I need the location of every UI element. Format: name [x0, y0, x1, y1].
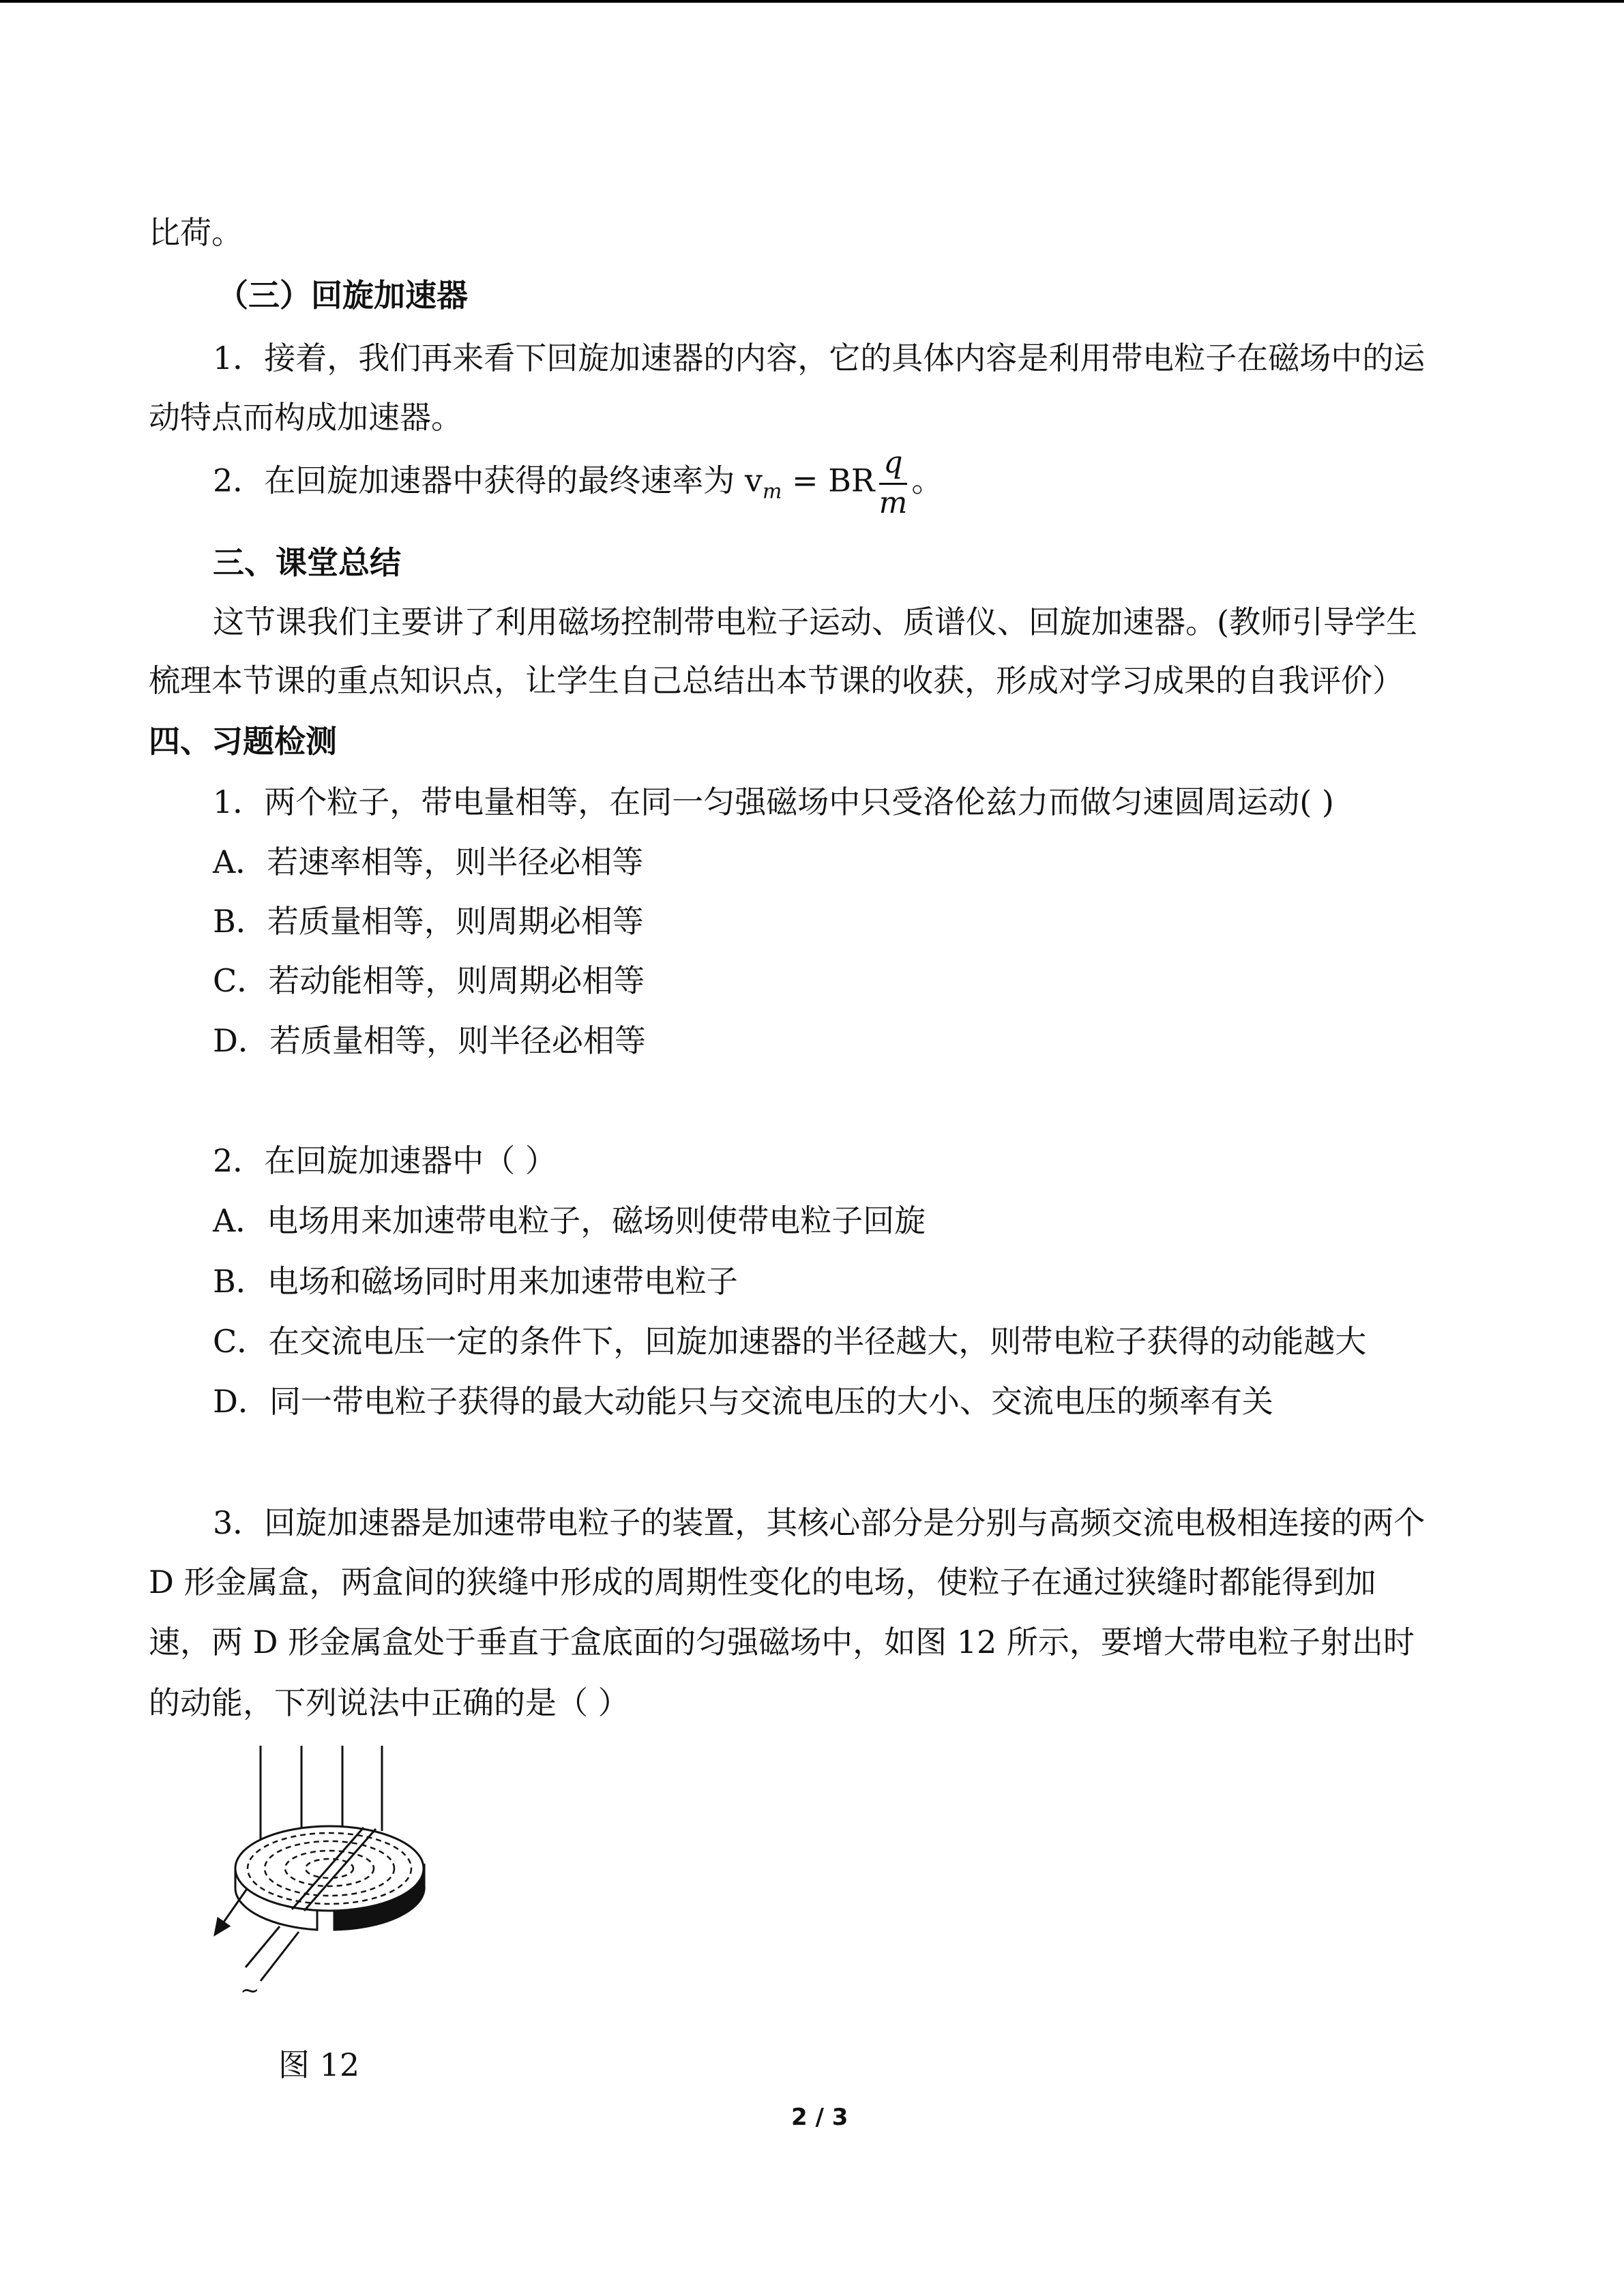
option-b: B．若质量相等，则周期必相等 [213, 903, 644, 940]
text-line: 梳理本节课的重点知识点，让学生自己总结出本节课的收获，形成对学习成果的自我评价） [149, 662, 1404, 699]
page-number: 2 / 3 [791, 2104, 848, 2131]
formula-fraction [879, 447, 908, 519]
question-3-line: 速，两 D 形金属盒处于垂直于盒底面的匀强磁场中，如图 12 所示，要增大带电粒子射出时 [149, 1624, 1415, 1660]
section-heading-cyclotron: （三）回旋加速器 [217, 277, 468, 314]
dee-top [235, 1826, 424, 1911]
question-2: 2．在回旋加速器中（ ） [213, 1142, 557, 1179]
formula-line [213, 447, 943, 519]
option-b: B．电场和磁场同时用来加速带电粒子 [213, 1263, 738, 1300]
option-c: C．若动能相等，则周期必相等 [213, 962, 645, 999]
question-3-line: 的动能，下列说法中正确的是（ ） [149, 1684, 630, 1721]
exit-beam [218, 1889, 247, 1930]
formula-end: 。 [911, 462, 943, 499]
option-a: A．若速率相等，则半径必相等 [213, 844, 644, 880]
ac-lead [261, 1932, 299, 1981]
section-heading-summary: 三、课堂总结 [213, 544, 401, 581]
text-line: 动特点而构成加速器。 [149, 399, 462, 436]
fraction-bar [879, 483, 908, 485]
formula-subscript: m [762, 479, 782, 504]
fraction-numerator: q [883, 445, 903, 480]
question-1: 1．两个粒子，带电量相等，在同一匀强磁场中只受洛伦兹力而做匀速圆周运动( ) [213, 784, 1334, 820]
figure-caption: 图 12 [278, 2046, 360, 2083]
text-line: 1．接着，我们再来看下回旋加速器的内容，它的具体内容是利用带电粒子在磁场中的运 [213, 340, 1426, 376]
option-d: D．同一带电粒子获得的最大动能只与交流电压的大小、交流电压的频率有关 [213, 1383, 1273, 1420]
fraction-denominator: m [879, 486, 908, 521]
formula-mid: = BR [782, 462, 875, 499]
page-top-border [0, 0, 1624, 3]
text-line: 比荷。 [149, 214, 243, 251]
question-3-line: D 形金属盒，两盒间的狭缝中形成的周期性变化的电场，使粒子在通过狭缝时都能得到加 [149, 1564, 1376, 1600]
question-3-line: 3．回旋加速器是加速带电粒子的装置，其核心部分是分别与高频交流电极相连接的两个 [213, 1504, 1426, 1541]
section-heading-exercise: 四、习题检测 [149, 723, 337, 760]
cyclotron-figure [198, 1742, 437, 2015]
option-c: C．在交流电压一定的条件下，回旋加速器的半径越大，则带电粒子获得的动能越大 [213, 1323, 1367, 1360]
ac-lead [246, 1926, 280, 1967]
text-line: 这节课我们主要讲了利用磁场控制带电粒子运动、质谱仪、回旋加速器。(教师引导学生 [213, 603, 1417, 640]
option-d: D．若质量相等，则半径必相等 [213, 1022, 646, 1059]
option-a: A．电场用来加速带电粒子，磁场则使带电粒子回旋 [213, 1202, 926, 1239]
ac-symbol: ~ [240, 1977, 260, 2004]
formula-prefix: 2．在回旋加速器中获得的最终速率为 v [213, 462, 763, 499]
